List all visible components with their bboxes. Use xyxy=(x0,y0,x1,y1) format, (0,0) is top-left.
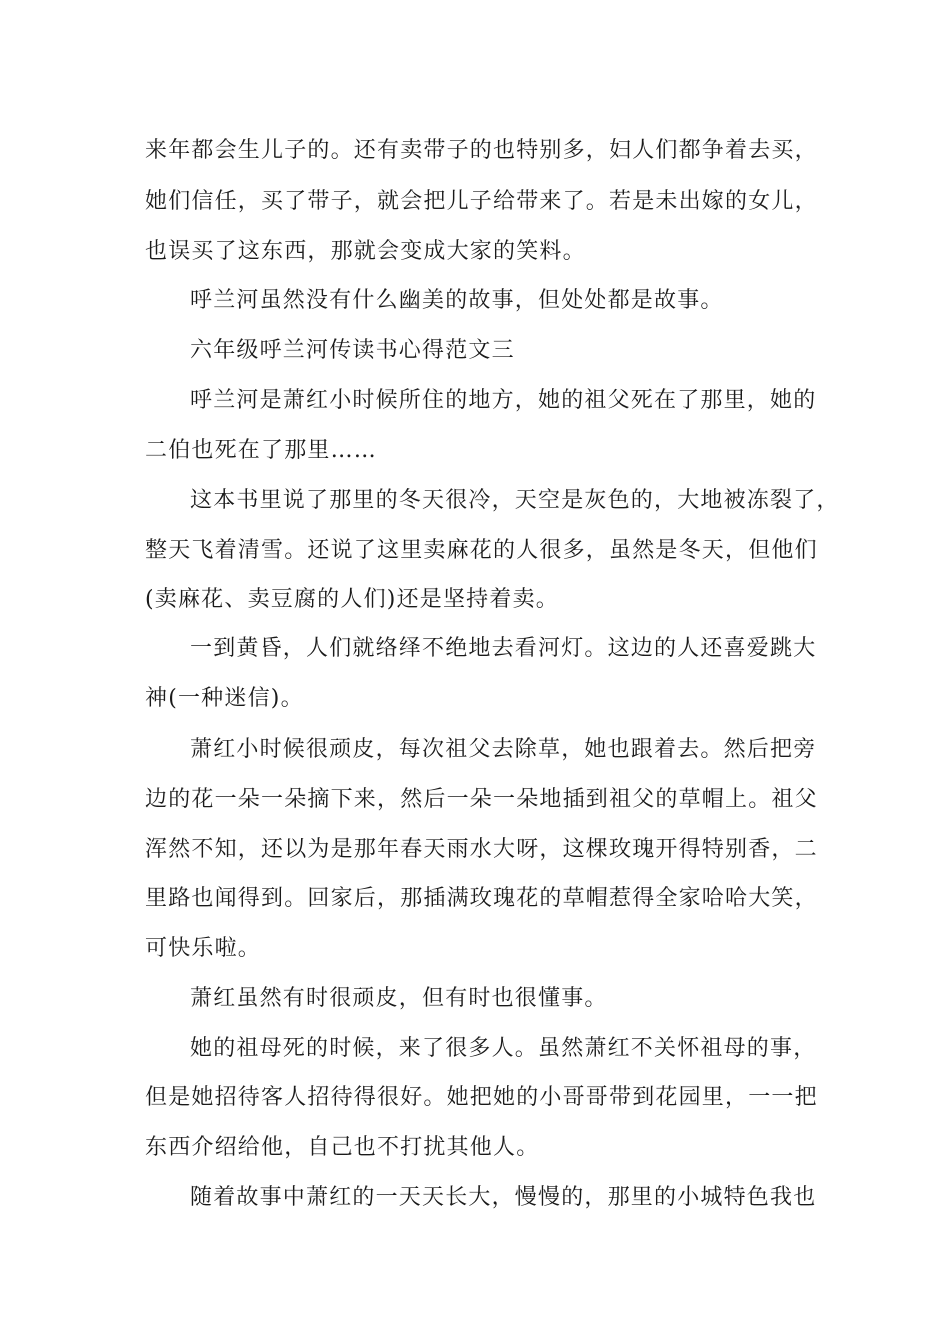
text-line: 来年都会生儿子的。还有卖带子的也特别多，妇人们都争着去买， xyxy=(145,138,818,163)
text-line: 整天飞着清雪。还说了这里卖麻花的人很多，虽然是冬天，但他们 xyxy=(145,538,818,563)
text-line: 浑然不知，还以为是那年春天雨水大呀，这棵玫瑰开得特别香，二 xyxy=(145,837,818,862)
text-line: 二伯也死在了那里…… xyxy=(145,438,378,463)
text-line: 呼兰河是萧红小时候所住的地方，她的祖父死在了那里，她的 xyxy=(190,388,817,413)
text-line: 里路也闻得到。回家后，那插满玫瑰花的草帽惹得全家哈哈大笑， xyxy=(145,886,818,911)
text-line: 一到黄昏，人们就络绎不绝地去看河灯。这边的人还喜爱跳大 xyxy=(190,636,817,661)
text-line: 萧红小时候很顽皮，每次祖父去除草，她也跟着去。然后把旁 xyxy=(190,737,817,762)
section-heading: 六年级呼兰河传读书心得范文三 xyxy=(190,338,515,363)
text-line: 也误买了这东西，那就会变成大家的笑料。 xyxy=(145,239,586,264)
text-line: 这本书里说了那里的冬天很冷，天空是灰色的，大地被冻裂了， xyxy=(190,488,840,513)
text-line: 她的祖母死的时候，来了很多人。虽然萧红不关怀祖母的事， xyxy=(190,1036,817,1061)
text-line: 边的花一朵一朵摘下来，然后一朵一朵地插到祖父的草帽上。祖父 xyxy=(145,787,818,812)
text-line: 神(一种迷信)。 xyxy=(145,686,304,711)
text-line: 东西介绍给他，自己也不打扰其他人。 xyxy=(145,1135,540,1160)
text-line: 她们信任，买了带子，就会把儿子给带来了。若是未出嫁的女儿， xyxy=(145,189,818,214)
text-line: 随着故事中萧红的一天天长大，慢慢的，那里的小城特色我也 xyxy=(190,1185,817,1210)
text-line: 萧红虽然有时很顽皮，但有时也很懂事。 xyxy=(190,986,608,1011)
text-line: (卖麻花、卖豆腐的人们)还是坚持着卖。 xyxy=(145,587,559,612)
text-line: 但是她招待客人招待得很好。她把她的小哥哥带到花园里，一一把 xyxy=(145,1085,818,1110)
text-line: 呼兰河虽然没有什么幽美的故事，但处处都是故事。 xyxy=(190,288,724,313)
text-line: 可快乐啦。 xyxy=(145,936,262,961)
